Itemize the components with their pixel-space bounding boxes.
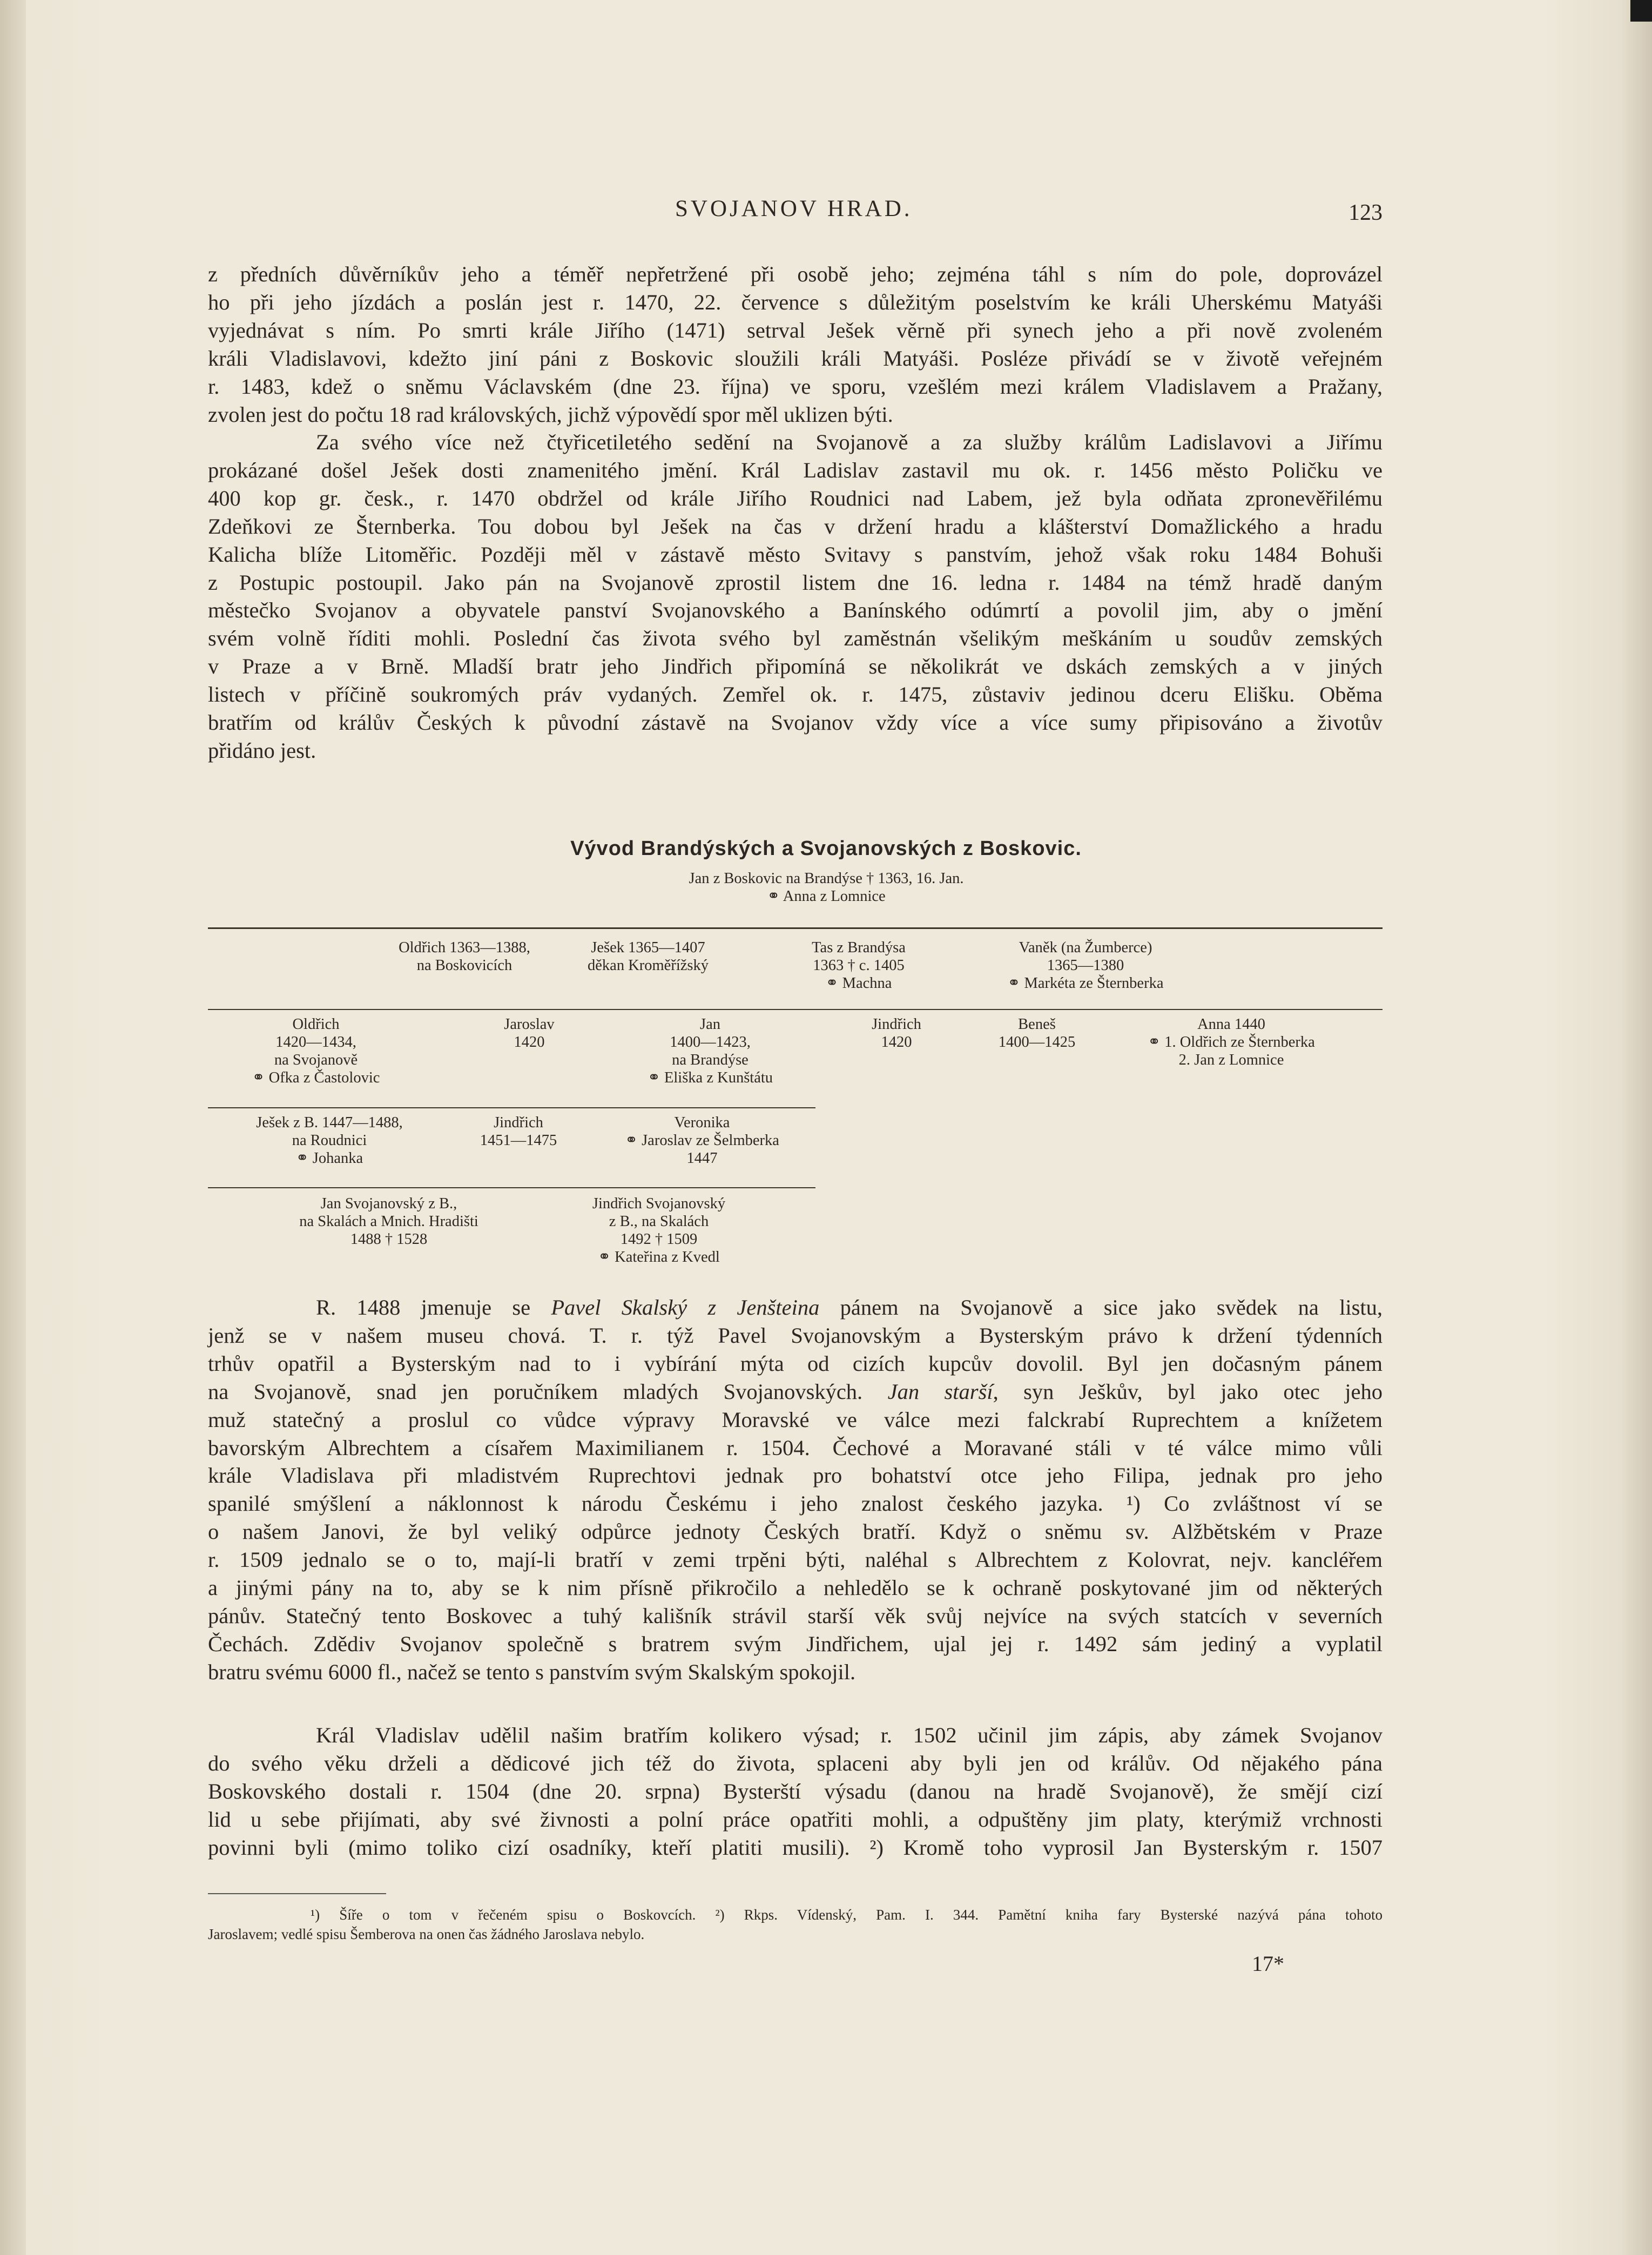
gen-line: na Roudnici <box>292 1132 367 1149</box>
gen-line: děkan Kroměřížský <box>588 957 709 974</box>
gen-line: Oldřich <box>292 1016 340 1033</box>
text-line: bavorským Albrechtem a císařem Maximilianem r. 1504. Čechové a Moravané stáli v té válce mimo vůli <box>208 1435 1383 1460</box>
divider <box>208 1187 815 1188</box>
gen3-veronika <box>599 1114 805 1167</box>
gen-line: ⚭ Johanka <box>295 1150 363 1167</box>
gen-line: 1400—1425 <box>998 1034 1076 1051</box>
gen-line: 1492 † 1509 <box>620 1231 698 1248</box>
gen-line: 1365—1380 <box>1047 957 1124 974</box>
gen-line: Tas z Brandýsa <box>812 939 906 956</box>
gen2-oldrich <box>227 1015 405 1087</box>
gen-line: ⚭ 1. Oldřich ze Šternberka <box>1148 1034 1315 1051</box>
italic-name: Jan starší <box>887 1379 993 1404</box>
gen-line: Vaněk (na Žumberce) <box>1019 939 1152 956</box>
footnotes <box>208 1905 1383 1944</box>
scan-corner <box>1630 0 1652 22</box>
text-line: pánův. Statečný tento Boskovec a tuhý kališník strávil starší věk svůj nejvíce na svých statcích v severních <box>208 1603 1383 1628</box>
gen-line: Beneš <box>1018 1016 1056 1033</box>
gen-line: z B., na Skalách <box>609 1213 709 1230</box>
gen-line: Jan <box>700 1016 720 1033</box>
text-line: Za svého více než čtyřicetiletého sedění na Svojanově a za služby králům Ladislavovi a Jiřímu <box>316 430 1383 454</box>
gen-line: ⚭ Eliška z Kunštátu <box>647 1069 773 1086</box>
text-line: z předních důvěrníkův jeho a téměř nepřetržené při osobě jeho; zejména táhl s ním do pole, doprovázel <box>208 262 1383 286</box>
gen-line: 2. Jan z Lomnice <box>1178 1052 1284 1068</box>
gen-line: na Brandýse <box>672 1052 749 1068</box>
gen-line: ⚭ Jaroslav ze Šelmberka <box>625 1132 779 1149</box>
paragraph-3 <box>208 1294 1383 1686</box>
gen3-jindrich <box>459 1114 578 1149</box>
text-line: v Praze a v Brně. Mladší bratr jeho Jindřich připomíná se několikrát ve dskách zemských a v jiných <box>208 654 1383 679</box>
genealogy-root <box>556 870 1096 905</box>
gen-line: na Skalách a Mnich. Hradišti <box>299 1213 478 1230</box>
footnote-line: ¹) Šíře o tom v řečeném spisu o Boskovcích. ²) Rkps. Vídenský, Pam. I. 344. Pamětní kniha fary Bysterské nazývá pána tohoto <box>311 1907 1383 1923</box>
footnote-rule <box>208 1893 386 1894</box>
gen-line: Oldřich 1363—1388, <box>399 939 530 956</box>
divider <box>208 1107 815 1108</box>
text-line: králi Vladislavovi, kdežto jiní páni z Boskovic sloužili králi Matyáši. Posléze přivádí se v životě veřejném <box>208 346 1383 371</box>
page-number: 123 <box>1348 200 1383 225</box>
gen-line: ⚭ Ofka z Častolovic <box>252 1069 380 1086</box>
text-line: lid u sebe přijímati, aby své živnosti a polní práce opatřiti mohli, a odpuštěny jim platy, kterýmiž vrchnosti <box>208 1807 1383 1832</box>
divider <box>208 1009 1383 1010</box>
text-run: na Svojanově, snad jen poručníkem mladých Svojanovských. <box>208 1379 888 1404</box>
text-line: přidáno jest. <box>208 738 316 763</box>
root-person: Jan z Boskovic na Brandýse † 1363, 16. Jan. <box>689 870 964 887</box>
text-line: ho při jeho jízdách a poslán jest r. 1470, 22. července s důležitým poselstvím ke králi Uherskému Matyáši <box>208 290 1383 314</box>
gen-line: Ješek z B. 1447—1488, <box>256 1114 403 1131</box>
gen-line: 1451—1475 <box>480 1132 557 1149</box>
gen-line: Ješek 1365—1407 <box>591 939 705 956</box>
text-run: pánem na Svojanově a sice jako svědek na listu, <box>819 1295 1383 1320</box>
text-line: bratru svému 6000 fl., načež se tento s panstvím svým Skalským spokojil. <box>208 1659 856 1684</box>
gen4-jindrich <box>551 1195 767 1266</box>
text-line: Kalicha blíže Litoměřic. Později měl v zástavě město Svitavy s panstvím, jehož však roku 1484 Bohuši <box>208 542 1383 567</box>
paragraph-2 <box>208 428 1383 765</box>
text-line: povinni byli (mimo toliko cizí osadníky, kteří platiti musili). ²) Kromě toho vyprosil Jan Bysterským r. 1507 <box>208 1835 1383 1860</box>
text-line: vyjednávat s ním. Po smrti krále Jiřího (1471) setrval Ješek věrně při synech jeho a při nově zvoleném <box>208 318 1383 342</box>
gen-line: Anna 1440 <box>1197 1016 1265 1033</box>
gen-line: 1400—1423, <box>670 1034 751 1051</box>
gen-line: Jindřich <box>872 1016 921 1033</box>
root-spouse: ⚭ Anna z Lomnice <box>767 888 886 905</box>
genealogy-title: Vývod Brandýských a Svojanovských z Boskovic. <box>570 837 1082 860</box>
gen-line: 1420—1434, <box>275 1034 356 1051</box>
gen-line: 1447 <box>686 1150 718 1167</box>
gen2-jan <box>610 1015 810 1087</box>
signature-mark: 17* <box>1252 1951 1284 1976</box>
gen-line: na Svojanově <box>274 1052 358 1068</box>
text-run: , syn Ješkův, byl jako otec jeho <box>993 1379 1383 1404</box>
paragraph-4 <box>208 1721 1383 1862</box>
text-line: spanilé smýšlení a náklonnost k národu Českému i jeho znalost českého jazyka. ¹) Co zvláštnost ví se <box>208 1491 1383 1516</box>
divider <box>208 927 1383 929</box>
text-line: do svého věku drželi a dědicové jich též do života, splaceni aby byli jen od králův. Od nějakého pána <box>208 1751 1383 1775</box>
text-line: bratřím od králův Českých k původní zástavě na Svojanov vždy více a více sumy připisováno a životův <box>208 710 1383 735</box>
gen1-oldrich <box>356 939 572 974</box>
gen-line: 1363 † c. 1405 <box>813 957 905 974</box>
gen-line: 1420 <box>881 1034 912 1051</box>
footnote-line: Jaroslavem; vedlé spisu Šemberova na onen čas žádného Jaroslava nebylo. <box>208 1926 645 1942</box>
gen-line: ⚭ Markéta ze Šternberka <box>1007 975 1164 992</box>
gen-line: Jindřich <box>494 1114 543 1131</box>
text-line: Král Vladislav udělil našim bratřím kolikero výsad; r. 1502 učinil jim zápis, aby zámek Svojanov <box>316 1723 1383 1747</box>
text-line: jenž se v našem museu chová. T. r. týž Pavel Svojanovským a Bysterským právo k držení týdenních <box>208 1323 1383 1348</box>
text-line: krále Vladislava při mladistvém Ruprechtovi jednak pro bohatství otce jeho Filipa, jednak pro jeho <box>208 1463 1383 1488</box>
running-header: SVOJANOV HRAD. <box>675 196 913 221</box>
text-line: a jinými pány na to, aby se k nim přísně přikročilo a nehledělo se k ochraně poskytované jim od některých <box>208 1576 1383 1600</box>
text-line <box>208 1294 1383 1322</box>
text-line: zvolen jest do počtu 18 rad královských, jichž výpovědí spor měl uklizen býti. <box>208 402 893 427</box>
text-line <box>208 1378 1383 1406</box>
gen2-jindrich <box>842 1015 950 1051</box>
text-line: z Postupic postoupil. Jako pán na Svojanově zprostil listem dne 16. ledna r. 1484 na témž hradě daným <box>208 570 1383 595</box>
gen2-jaroslav <box>475 1015 583 1051</box>
text-line: muž statečný a proslul co vůdce výpravy Moravské ve válce mezi falckrabí Ruprechtem a knížetem <box>208 1407 1383 1432</box>
book-spine-shadow <box>0 0 26 2255</box>
gen-line: 1420 <box>514 1034 545 1051</box>
gen1-tas <box>778 939 940 992</box>
text-line: prokázané došel Ješek dosti znamenitého jmění. Král Ladislav zastavil mu ok. r. 1456 město Poličku ve <box>208 457 1383 482</box>
gen2-benes <box>972 1015 1102 1051</box>
text-line: listech v příčině soukromých práv vydaných. Zemřel ok. r. 1475, zůstaviv jedinou dceru Elišku. Oběma <box>208 682 1383 707</box>
gen-line: na Boskovicích <box>416 957 513 974</box>
text-line: 400 kop gr. česk., r. 1470 obdržel od krále Jiřího Roudnici nad Labem, jež byla odňata zpronevěřilému <box>208 486 1383 510</box>
text-line: trhův opatřil a Bysterským nad to i vybírání mýta od cizích kupcův dovolil. Byl jen dočasným pánem <box>208 1351 1383 1376</box>
gen3-jesek <box>221 1114 437 1167</box>
text-run: R. 1488 jmenuje se <box>316 1295 551 1320</box>
text-line: o našem Janovi, že byl veliký odpůrce jednoty Českých bratří. Když o sněmu sv. Alžbětském v Praze <box>208 1519 1383 1544</box>
gen-line: ⚭ Kateřina z Kvedl <box>598 1249 720 1266</box>
gen1-vanek <box>972 939 1199 992</box>
gen-line: Jaroslav <box>504 1016 555 1033</box>
text-line: Boskovského dostali r. 1504 (dne 20. srpna) Bysterští výsadu (danou na hradě Svojanově), že smějí cizí <box>208 1779 1383 1803</box>
gen-line: ⚭ Machna <box>825 975 892 992</box>
text-line: r. 1509 jednalo se o to, mají-li bratří v zemi trpěni býti, naléhal s Albrechtem z Kolovrat, nejv. kancléřem <box>208 1547 1383 1572</box>
gen-line: Veronika <box>674 1114 730 1131</box>
text-line: Čechách. Zdědiv Svojanov společně s bratrem svým Jindřichem, ujal jej r. 1492 sám jediný a vyplatil <box>208 1631 1383 1656</box>
gen1-jesek <box>567 939 729 974</box>
gen-line: 1488 † 1528 <box>350 1231 428 1248</box>
text-line: Zdeňkovi ze Šternberka. Tou dobou byl Ješek na čas v držení hradu a klášterství Domažlického a hradu <box>208 514 1383 538</box>
paragraph-1 <box>208 260 1383 428</box>
italic-name: Pavel Skalský z Jenšteina <box>551 1295 820 1320</box>
text-line: městečko Svojanov a obyvatele panství Svojanovského a Banínského odúmrtí a povolil jim, aby o jmění <box>208 598 1383 623</box>
gen-line: Jan Svojanovský z B., <box>320 1195 457 1212</box>
text-line: svém volně říditi mohli. Poslední čas života svého byl zaměstnán všelikým meškáním u soudův zemských <box>208 626 1383 651</box>
gen-line: Jindřich Svojanovský <box>592 1195 726 1212</box>
text-line: r. 1483, kdež o sněmu Václavském (dne 23. října) ve sporu, vzešlém mezi králem Vladislavem a Pražany, <box>208 374 1383 399</box>
gen4-jan <box>259 1195 518 1248</box>
gen2-anna <box>1118 1015 1345 1069</box>
